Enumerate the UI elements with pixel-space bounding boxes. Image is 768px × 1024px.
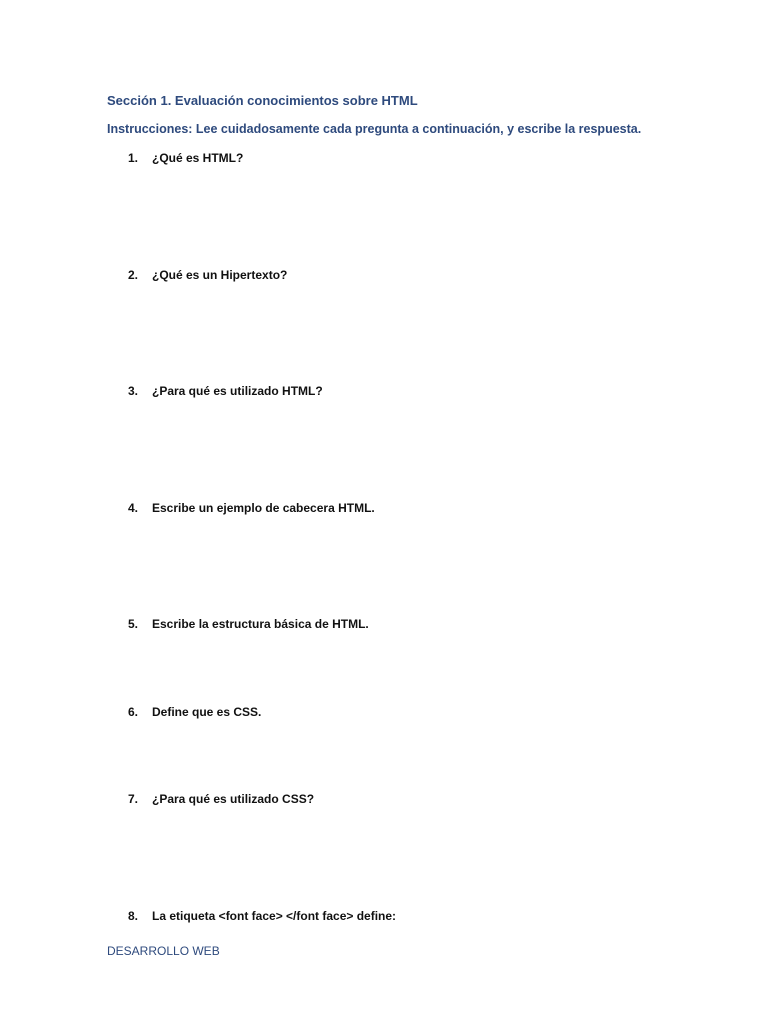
page-footer: DESARROLLO WEB [107,944,220,958]
question-5 [128,617,369,631]
question-number: 6. [128,705,139,719]
question-1 [128,151,243,165]
question-number: 1. [128,151,139,165]
question-text: Define que es CSS. [152,705,262,719]
question-4 [128,501,375,515]
question-8 [128,909,396,923]
question-text: Escribe la estructura básica de HTML. [152,617,369,631]
question-number: 3. [128,384,139,398]
question-text: ¿Para qué es utilizado HTML? [152,384,323,398]
question-text: ¿Para qué es utilizado CSS? [152,792,315,806]
question-text: ¿Qué es HTML? [152,151,244,165]
question-number: 5. [128,617,139,631]
question-text: La etiqueta <font face> </font face> define: [152,909,397,923]
question-text: ¿Qué es un Hipertexto? [152,268,288,282]
question-3 [128,384,323,398]
section-title: Sección 1. Evaluación conocimientos sobre HTML [107,93,418,108]
question-number: 8. [128,909,139,923]
question-number: 2. [128,268,139,282]
instructions-text: Instrucciones: Lee cuidadosamente cada pregunta a continuación, y escribe la respuesta. [107,122,642,136]
question-text: Escribe un ejemplo de cabecera HTML. [152,501,375,515]
question-number: 7. [128,792,139,806]
question-number: 4. [128,501,139,515]
question-6 [128,705,261,719]
question-2 [128,268,287,282]
question-7 [128,792,314,806]
